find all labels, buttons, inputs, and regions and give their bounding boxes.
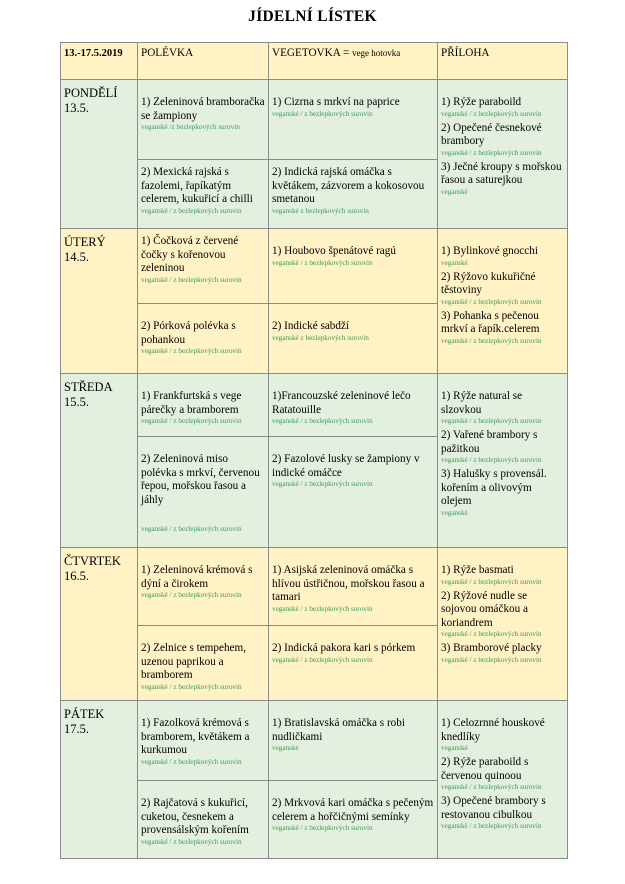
- vege-cell: [269, 229, 438, 304]
- dish-note: veganské / z bezlepkových surovin: [141, 525, 242, 533]
- soup-dish: 1) Frankfurtská s vege párečky a bramborem: [141, 390, 242, 416]
- day-row-wednesday-1: [61, 374, 568, 437]
- vege-cell: [269, 701, 438, 781]
- soup-dish: 2) Pórková polévka s pohankou: [141, 320, 236, 346]
- side-dish: 1) Rýže natural se slzovkou: [441, 390, 523, 416]
- vege-cell: [269, 160, 438, 229]
- col-header-vege-note: vege hotovka: [352, 48, 401, 58]
- soup-dish: 2) Mexická rajská s fazolemi, řapíkatým celerem, kukuřicí a chilli: [141, 166, 253, 205]
- dish-note: veganské / z bezlepkových surovin: [441, 655, 542, 664]
- soup-cell: [138, 437, 269, 548]
- side-dish: 3) Ječné kroupy s mořskou řasou a saturejkou: [441, 160, 562, 186]
- side-dish: 1) Rýže basmati: [441, 564, 514, 576]
- col-header-vege: [269, 43, 438, 80]
- dish-note: veganské: [441, 187, 468, 196]
- vege-dish: 2) Indická rajská omáčka s květákem, zázvorem a kokosovou smetanou: [272, 166, 425, 205]
- day-date: 15.5.: [64, 395, 89, 409]
- vege-dish: 2) Mrkvová kari omáčka s pečeným celerem a hořčičnými semínky: [272, 797, 434, 823]
- day-date: 13.5.: [64, 101, 89, 115]
- soup-cell: [138, 229, 269, 304]
- dish-note: veganské / z bezlepkových surovin: [441, 109, 542, 118]
- soup-cell: [138, 304, 269, 374]
- dish-note: veganské / z bezlepkových surovin: [441, 417, 542, 425]
- vege-cell: [269, 374, 438, 437]
- soup-dish: 1) Fazolková krémová s bramborem, květákem a kurkumou: [141, 717, 250, 756]
- dish-note: veganské / z bezlepkových surovin: [441, 783, 542, 791]
- side-cell: [438, 80, 568, 229]
- soup-dish: 1) Zeleninová bramboračka se žampiony: [141, 96, 265, 122]
- side-dish: 3) Halušky s provensál. kořením a olivovým olejem: [441, 468, 547, 507]
- dish-note: veganské / z bezlepkových surovin: [141, 206, 242, 215]
- dish-note: veganské: [441, 258, 468, 267]
- vege-cell: [269, 626, 438, 701]
- soup-dish: 2) Rajčatová s kukuřicí, cuketou, česnekem a provensálským kořením: [141, 797, 249, 836]
- day-date: 16.5.: [64, 569, 89, 583]
- side-dish: 2) Vařené brambory s pažitkou: [441, 429, 538, 455]
- dish-note: veganské / z bezlepkových surovin: [141, 347, 242, 355]
- dish-note: veganské / z bezlepkových surovin: [141, 757, 242, 766]
- menu-table: [60, 42, 568, 859]
- side-dish: 1) Celozrnné houskové knedlíky: [441, 717, 545, 743]
- day-cell-wednesday: [61, 374, 138, 548]
- side-dish: 1) Rýže paraboild: [441, 96, 522, 108]
- day-row-thursday-1: [61, 548, 568, 626]
- day-cell-tuesday: [61, 229, 138, 374]
- dish-note: veganské / z bezlepkových surovin: [141, 837, 242, 846]
- dish-note: veganské / z bezlepkových surovin: [272, 258, 373, 267]
- dish-note: veganské / z bezlepkových surovin: [441, 822, 542, 830]
- vege-cell: [269, 437, 438, 548]
- side-dish: 3) Pohanka s pečenou mrkví a řapík.celerem: [441, 309, 540, 335]
- side-dish: 1) Bylinkové gnocchi: [441, 245, 538, 257]
- col-header-soup: POLÉVKA: [138, 43, 269, 80]
- dish-note: veganské / z bezlepkových surovin: [272, 655, 373, 664]
- day-date: 14.5.: [64, 250, 89, 264]
- day-cell-thursday: [61, 548, 138, 701]
- dish-note: veganské / z bezlepkových surovin: [441, 148, 542, 157]
- header-row: [61, 43, 568, 80]
- dish-note: veganské / z bezlepkových surovin: [272, 604, 373, 613]
- dish-note: veganské / z bezlepkových surovin: [441, 336, 542, 345]
- dish-note: veganské / z bezlepkových surovin: [141, 591, 242, 599]
- dish-note: veganské / z bezlepkových surovin: [141, 417, 242, 425]
- soup-cell: [138, 80, 269, 160]
- vege-dish: 1)Francouzské zeleninové lečo Ratatouille: [272, 390, 411, 416]
- dish-note: veganské /z bezlepkových surovin: [141, 123, 240, 131]
- day-row-monday-1: [61, 80, 568, 160]
- side-dish: 2) Rýžové nudle se sojovou omáčkou a koriandrem: [441, 589, 528, 629]
- soup-cell: [138, 781, 269, 859]
- dish-note: veganské / z bezlepkových surovin: [141, 682, 242, 691]
- dish-note: veganské / z bezlepkových surovin: [272, 480, 373, 488]
- dish-note: veganské / z bezlepkových surovin: [272, 417, 373, 425]
- dish-note: veganské z bezlepkových surovin: [272, 206, 369, 215]
- soup-cell: [138, 160, 269, 229]
- day-name: ÚTERÝ: [64, 235, 106, 249]
- dish-note: veganské / z bezlepkových surovin: [441, 630, 542, 638]
- vege-dish: 1) Houbovo špenátové ragú: [272, 245, 396, 257]
- vege-dish: 2) Fazolové lusky se žampiony v indické omáčce: [272, 453, 420, 479]
- day-row-friday-1: [61, 701, 568, 781]
- soup-dish: 2) Zelnice s tempehem, uzenou paprikou a bramborem: [141, 642, 246, 681]
- dish-note: veganské: [441, 744, 468, 752]
- dish-note: veganské / z bezlepkových surovin: [441, 297, 542, 306]
- day-name: PONDĚLÍ: [64, 86, 118, 100]
- day-name: STŘEDA: [64, 380, 113, 394]
- col-header-vege-label: VEGETOVKA =: [272, 47, 350, 59]
- day-row-tuesday-1: [61, 229, 568, 304]
- dish-note: veganské / z bezlepkových surovin: [141, 275, 242, 284]
- vege-dish: 2) Indická pakora kari s pórkem: [272, 642, 416, 654]
- day-cell-monday: [61, 80, 138, 229]
- vege-dish: 1) Cizrna s mrkví na paprice: [272, 96, 400, 108]
- side-dish: 2) Rýže paraboild s červenou quinoou: [441, 756, 529, 782]
- day-date: 17.5.: [64, 722, 89, 736]
- side-dish: 3) Bramborové placky: [441, 642, 542, 654]
- vege-cell: [269, 548, 438, 626]
- soup-cell: [138, 626, 269, 701]
- soup-dish: 1) Čočková z červené čočky s kořenovou zeleninou: [141, 235, 239, 274]
- dish-note: veganské / z bezlepkových surovin: [441, 456, 542, 464]
- side-cell: [438, 374, 568, 548]
- soup-dish: 2) Zeleninová miso polévka s mrkví, červenou řepou, mořskou řasou a jáhly: [141, 453, 260, 506]
- dish-note: veganské / z bezlepkových surovin: [272, 824, 373, 832]
- page-title: JÍDELNÍ LÍSTEK: [248, 8, 377, 25]
- vege-cell: [269, 80, 438, 160]
- side-dish: 2) Opečené česnekové brambory: [441, 121, 542, 147]
- soup-cell: [138, 701, 269, 781]
- vege-dish: 1) Bratislavská omáčka s robi nudličkami: [272, 717, 405, 743]
- dish-note: veganské / z bezlepkových surovin: [441, 577, 542, 586]
- vege-dish: 1) Asijská zeleninová omáčka s hlívou ústřičnou, mořskou řasou a tamari: [272, 564, 425, 603]
- soup-cell: [138, 548, 269, 626]
- vege-cell: [269, 304, 438, 374]
- vege-dish: 2) Indické sabdží: [272, 320, 350, 332]
- side-cell: [438, 548, 568, 701]
- vege-cell: [269, 781, 438, 859]
- col-header-side: PŘÍLOHA: [438, 43, 568, 80]
- day-name: PÁTEK: [64, 707, 105, 721]
- dish-note: veganské z bezlepkových surovin: [272, 333, 369, 342]
- soup-cell: [138, 374, 269, 437]
- dish-note: veganské: [272, 744, 299, 752]
- side-cell: [438, 701, 568, 859]
- day-name: ČTVRTEK: [64, 554, 121, 568]
- soup-dish: 1) Zeleninová krémová s dýní a čirokem: [141, 564, 253, 590]
- side-cell: [438, 229, 568, 374]
- date-range: 13.-17.5.2019: [61, 43, 138, 80]
- day-cell-friday: [61, 701, 138, 859]
- dish-note: veganské / z bezlepkových surovin: [272, 109, 373, 118]
- side-dish: 2) Rýžovo kukuřičné těstoviny: [441, 270, 536, 296]
- side-dish: 3) Opečené brambory s restovanou cibulkou: [441, 795, 546, 821]
- dish-note: veganské: [441, 508, 468, 517]
